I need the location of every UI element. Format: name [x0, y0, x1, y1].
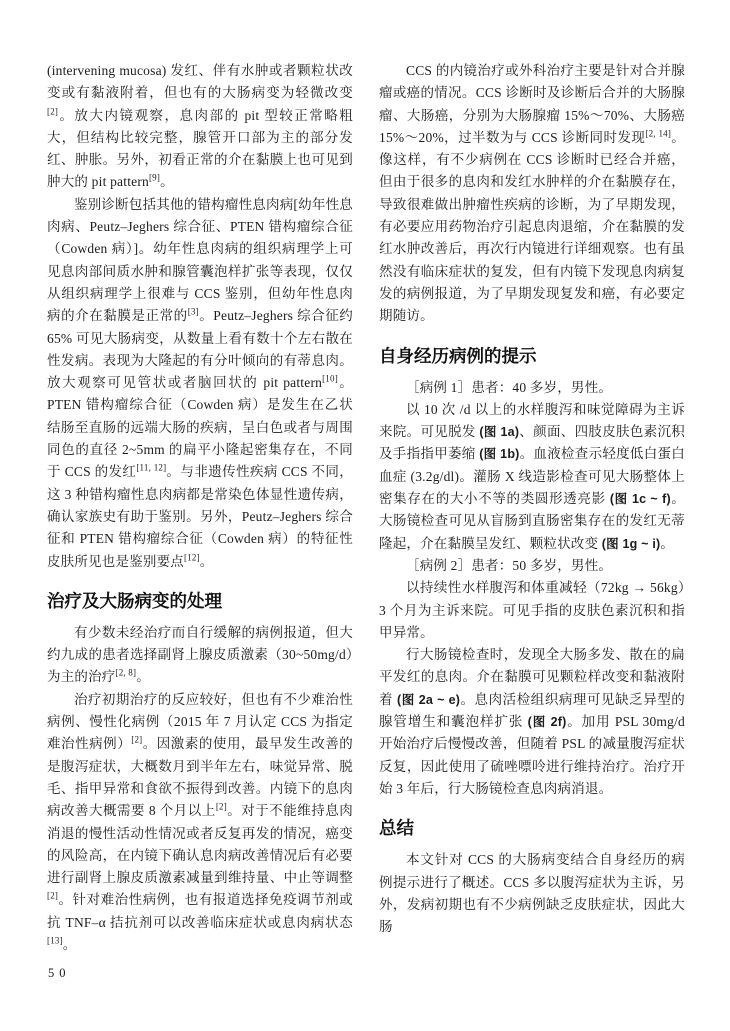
- page-number: 50: [48, 966, 71, 980]
- section-heading: 治疗及大肠病变的处理: [47, 590, 222, 611]
- paragraph: [379, 644, 685, 800]
- text-run: 以持续性水样腹泻和体重减轻（72kg → 56kg）3 个月为主诉来院。可见手指的皮肤色素沉积和指甲异常。: [379, 580, 685, 640]
- paragraph: [379, 577, 685, 644]
- text-run: 行大肠镜检查时，发现全大肠多发、散在的扁平发红的息肉。介在黏膜可见颗粒样改变和黏液附着: [379, 647, 685, 707]
- paragraph: [47, 622, 353, 689]
- text-run: 。息肉活检组织病理可见缺乏异型的腺管增生和囊泡样扩张: [379, 691, 685, 730]
- citation-reference: [2, 8]: [115, 667, 137, 678]
- text-run: 。针对难治性病例，也有报道选择免疫调节剂或抗 TNF–α 拮抗剂可以改善临床症状或息肉病状态: [47, 892, 353, 930]
- paragraph: [47, 689, 353, 957]
- right-column: [379, 60, 685, 956]
- citation-reference: [13]: [47, 935, 63, 946]
- text-run: 。: [62, 936, 77, 952]
- paragraph: [379, 849, 685, 938]
- text-run: 。像这样，有不少病例在 CCS 诊断时已经合并癌，但由于很多的息肉和发红水肿样的介在黏膜存在，导致很难做出肿瘤性疾病的诊断，为了早期发现，有必要应用药物治疗引起息肉退缩，介在黏膜的发红水肿改善后，再次行内镜进行详细观察。也有虽然没有临床症状的复发，但有内镜下发现息肉病复发的病例报道，为了早期发现复发和癌，有必要定期随访。: [379, 129, 686, 324]
- paragraph: [47, 194, 353, 573]
- citation-reference: [11, 12]: [136, 462, 167, 473]
- figure-reference: (图 1b): [479, 447, 520, 462]
- text-run: 、颜面、四肢皮肤色素沉积及手指指甲萎缩: [379, 424, 685, 462]
- figure-reference: (图 1a): [479, 425, 520, 440]
- citation-reference: [2]: [215, 801, 227, 812]
- citation-reference: [9]: [148, 172, 161, 183]
- text-run: 以 10 次 /d 以上的水样腹泻和味觉障碍为主诉来院。可见脱发: [379, 401, 685, 440]
- text-run: 有少数未经治疗而自行缓解的病例报道，但大约九成的患者选择副肾上腺皮质激素（30~50mg/d）为主的治疗: [47, 624, 353, 685]
- citation-reference: [2, 14]: [645, 128, 672, 139]
- text-run: CCS 的内镜治疗或外科治疗主要是针对合并腺瘤或癌的情况。CCS 诊断时及诊断后合并的大肠腺瘤、大肠癌，分别为大肠腺瘤 15%～70%、大肠癌 15%～20%，过半数为与 CCS 诊断同时发现: [379, 63, 685, 145]
- paragraph: [47, 60, 353, 194]
- figure-reference: (图 1g ~ i): [601, 536, 661, 551]
- figure-reference: (图 2f): [527, 715, 567, 730]
- citation-reference: [2]: [47, 890, 59, 901]
- figure-reference: (图 1c ~ f): [609, 492, 671, 507]
- text-run: 。: [199, 553, 214, 569]
- text-run: 。血液检查示轻度低白蛋白血症 (3.2g/dl)。灌肠 X 线造影检查可见大肠整体上密集存在的大小不等的类圆形透亮影: [379, 446, 685, 507]
- paragraph: [379, 377, 685, 399]
- text-run: ［病例 1］患者：40 多岁，男性。: [406, 379, 613, 395]
- citation-reference: [3]: [187, 306, 199, 317]
- citation-reference: [2]: [131, 734, 143, 745]
- citation-reference: [10]: [322, 373, 338, 384]
- section-heading: 自身经历病例的提示: [379, 345, 537, 366]
- text-run: ［病例 2］患者：50 多岁，男性。: [406, 557, 613, 573]
- text-run: (intervening mucosa) 发红、伴有水肿或者颗粒状改变或有黏液附着，但也有的大肠病变为轻微改变: [47, 63, 353, 101]
- text-run: 。对于不能维持息肉消退的慢性活动性情况或者反复再发的情况，癌变的风险高，在内镜下确认息肉病改善情况后有必要进行副肾上腺皮质激素减量到维持量、中止等调整: [47, 803, 353, 886]
- left-column: [47, 60, 353, 956]
- text-run: 。加用 PSL 30mg/d 开始治疗后慢慢改善，但随着 PSL 的减量腹泻症状反复，因此使用了硫唑嘌呤进行维持治疗。治疗开始 3 年后，行大肠镜检查息肉病消退。: [379, 714, 685, 796]
- citation-reference: [2]: [47, 106, 59, 117]
- citation-reference: [12]: [184, 552, 200, 563]
- text-run: 鉴别诊断包括其他的错构瘤性息肉病[幼年性息肉病、Peutz–Jeghers 综合征、PTEN 错构瘤综合征（Cowden 病）]。幼年性息肉病的组织病理学上可见息肉部间质水肿和腺管囊泡样扩张等表现，仅仅从组织病理学上很难与 CCS 鉴别，但幼年性息肉病的介在黏膜是正常的: [47, 196, 353, 324]
- figure-reference: (图 2a ~ e): [396, 692, 461, 707]
- paragraph: [379, 60, 685, 328]
- section-heading: 总结: [379, 818, 414, 839]
- paragraph: [379, 555, 685, 577]
- text-run: 。放大内镜观察，息肉部的 pit 型较正常略粗大，但结构比较完整，腺管开口部为主的部分发红、肿胀。另外，初看正常的介在黏膜上也可见到肿大的 pit pattern: [47, 107, 353, 190]
- text-run: 。与非遗传性疾病 CCS 不同，这 3 种错构瘤性息肉病都是常染色体显性遗传病，确认家族史有助于鉴别。另外，Peutz–Jeghers 综合征和 PTEN 错构瘤综合征（Cowden 病）的特征性皮肤所见也是鉴别要点: [47, 464, 354, 569]
- text-run: 。因激素的使用，最早发生改善的是腹泻症状，大概数月到半年左右，味觉异常、脱毛、指甲异常和食欲不振得到改善。内镜下的息肉病改善大概需要 8 个月以上: [47, 736, 354, 819]
- text-run: 。PTEN 错构瘤综合征（Cowden 病）是发生在乙状结肠至直肠的远端大肠的疾病，呈白色或者与周围同色的直径 2~5mm 的扁平小隆起密集存在，不同于 CCS 的发红: [47, 375, 353, 480]
- text-run: 。: [136, 669, 150, 685]
- page-content: [47, 60, 685, 956]
- paragraph: [379, 399, 685, 555]
- text-run: 治疗初期治疗的反应较好，但也有不少难治性病例、慢性化病例（2015 年 7 月认定 CCS 为指定难治性病例）: [47, 691, 353, 752]
- text-run: 本文针对 CCS 的大肠病变结合自身经历的病例提示进行了概述。CCS 多以腹泻症状为主诉，另外，发病初期也有不少病例缺乏皮肤症状，因此大肠: [379, 852, 685, 935]
- text-run: 。: [660, 535, 675, 551]
- text-run: 。Peutz–Jeghers 综合征约 65% 可见大肠病变，从数量上看有数十个左右散在性发病。表现为大隆起的有分叶倾向的有蒂息肉。放大观察可见管状或者脑回状的 pit pattern: [47, 308, 354, 391]
- text-run: 。: [160, 174, 174, 190]
- text-run: 。大肠镜检查可见从盲肠到直肠密集存在的发红无蒂隆起，介在黏膜呈发红、颗粒状改变: [379, 491, 685, 551]
